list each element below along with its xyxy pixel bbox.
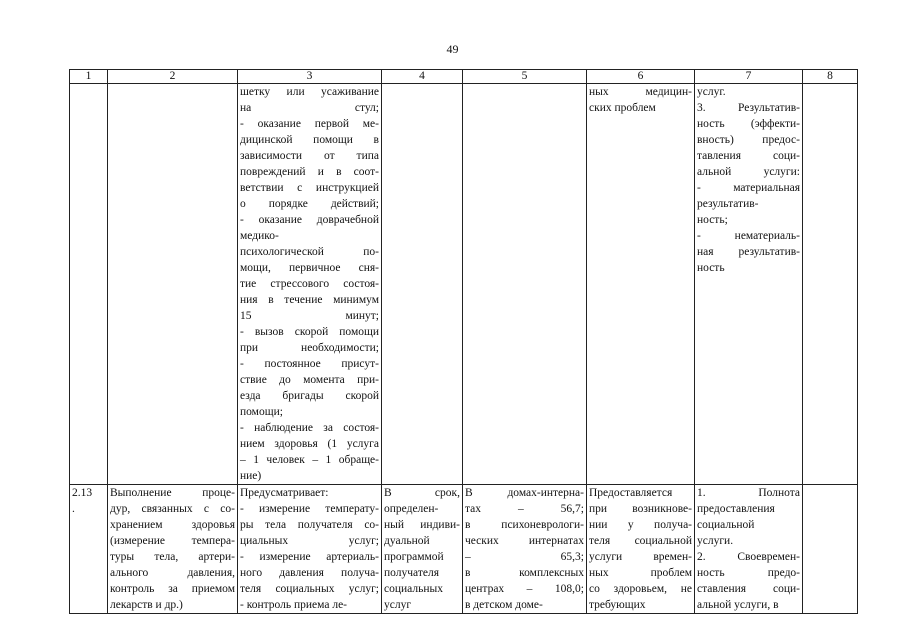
cell-text-line: - вызов скорой помощи [240,326,379,338]
cell-text-line: – 65,3; [465,551,584,563]
cell-text-line: - наблюдение за состоя- [240,422,379,434]
cell-text-line: вность) предос- [697,134,800,146]
cell-text-line: альной услуги, в [697,599,779,611]
cell-text-line: социальных [384,583,443,595]
cell-text-line: контроль за приемом [110,583,235,595]
cell-text-line: циальных услуг; [240,535,379,547]
column-number: 7 [695,70,803,84]
cell-text-line: медико- [240,230,279,242]
cell-text-line: повреждений и в соот- [240,166,379,178]
service-name-cell [108,485,238,614]
cell-text-line: Выполнение проце- [110,487,235,499]
service-tariff-cell [463,485,587,614]
cell-text-line: 1. Полнота [697,487,800,499]
cell-text-line: нии у получа- [589,519,692,531]
cell-text-line: 2. Своевремен- [697,551,800,563]
cell-text-line: определен- [384,503,439,515]
column-number: 4 [382,70,463,84]
cell-text-line: ный индиви- [384,519,460,531]
service-term-cell [382,84,463,485]
cell-text-line: хранением здоровья [110,519,235,531]
cell-text-line: дуальной [384,535,430,547]
cell-text-line: ность предо- [697,567,800,579]
cell-text-line: ческих интернатах [465,535,584,547]
cell-text-line: ность [697,262,725,274]
cell-text-line: при необходимости; [240,342,379,354]
cell-text-line: альной услуги: [697,166,800,178]
cell-text-line: 15 минут; [240,310,379,322]
cell-text-line: услуг. [697,86,726,98]
cell-text-line: ствие до момента при- [240,374,379,386]
table-row [70,84,858,485]
cell-text-line: при возникнове- [589,503,692,515]
column-number: 5 [463,70,587,84]
row-number-cell [70,84,108,485]
cell-text-line: 2.13 [72,487,93,499]
cell-text-line: лекарств и др.) [110,599,183,611]
cell-text-line: ального давления, [110,567,235,579]
cell-text-line: психологической по- [240,246,379,258]
cell-text-line: . [72,503,75,515]
cell-text-line: ная результатив- [697,246,800,258]
cell-text-line: тах – 56,7; [465,503,584,515]
cell-text-line: ность; [697,214,728,226]
service-tariff-cell [463,84,587,485]
cell-text-line: предоставления [697,503,775,515]
page-number: 49 [446,42,459,56]
column-number: 3 [238,70,382,84]
service-conditions-cell [587,84,695,485]
cell-text-line: тавления соци- [697,150,800,162]
cell-text-line: помощи; [240,406,283,418]
cell-text-line: ставления соци- [697,583,800,595]
cell-text-line: В домах-интерна- [465,487,584,499]
cell-text-line: дицинской помощи в [240,134,379,146]
service-description-cell [238,84,382,485]
cell-text-line: услуги. [697,535,734,547]
cell-text-line: на стул; [240,102,379,114]
cell-text-line: 3. Результатив- [697,102,800,114]
cell-text-line: ных медицин- [589,86,692,98]
cell-text-line: ветствии с инструкцией [240,182,379,194]
service-notes-cell [803,485,858,614]
cell-text-line: нием здоровья (1 услуга [240,438,379,450]
service-quality-cell [695,485,803,614]
column-number: 1 [70,70,108,84]
cell-text-line: ры тела получателя со- [240,519,379,531]
cell-text-line: (измерение темпера- [110,535,235,547]
cell-text-line: в детском доме- [465,599,543,611]
service-notes-cell [803,84,858,485]
cell-text-line: - контроль приема ле- [240,599,347,611]
service-conditions-cell [587,485,695,614]
row-number-cell [70,485,108,614]
cell-text-line: - нематериаль- [697,230,800,242]
cell-text-line: социальной [697,519,755,531]
service-quality-cell [695,84,803,485]
cell-text-line: шетку или усаживание [240,86,379,98]
cell-text-line: теля социальных услуг; [240,583,379,595]
cell-text-line: Предусматривает: [240,487,329,499]
service-name-cell [108,84,238,485]
cell-text-line: в комплексных [465,567,584,579]
cell-text-line: - оказание доврачебной [240,214,379,226]
cell-text-line: теля социальной [589,535,692,547]
cell-text-line: зависимости от типа [240,150,379,162]
cell-text-line: Предоставляется [589,487,673,499]
cell-text-line: – 1 человек – 1 обраще- [240,454,379,466]
column-number-row [70,70,858,84]
cell-text-line: результатив- [697,198,759,210]
cell-text-line: ских проблем [589,102,656,114]
service-description-cell [238,485,382,614]
cell-text-line: ных проблем [589,567,692,579]
cell-text-line: в психоневрологи- [465,519,584,531]
cell-text-line: тие стрессового состоя- [240,278,379,290]
cell-text-line: получателя [384,567,439,579]
cell-text-line: услуги времен- [589,551,692,563]
cell-text-line: В срок, [384,487,460,499]
cell-text-line: ние) [240,470,262,482]
cell-text-line: - оказание первой ме- [240,118,379,130]
cell-text-line: дур, связанных с со- [110,503,235,515]
cell-text-line: - материальная [697,182,800,194]
cell-text-line: туры тела, артери- [110,551,235,563]
table-row [70,485,858,614]
cell-text-line: со здоровьем, не [589,583,692,595]
cell-text-line: требующих [589,599,646,611]
cell-text-line: ность (эффекти- [697,118,800,130]
cell-text-line: ного давления получа- [240,567,379,579]
column-number: 8 [803,70,858,84]
cell-text-line: программой [384,551,444,563]
column-number: 2 [108,70,238,84]
cell-text-line: ния в течение минимум [240,294,379,306]
cell-text-line: езда бригады скорой [240,390,379,402]
cell-text-line: - измерение артериаль- [240,551,379,563]
column-number: 6 [587,70,695,84]
cell-text-line: центрах – 108,0; [465,583,584,595]
services-table [69,69,858,614]
service-term-cell [382,485,463,614]
cell-text-line: - постоянное присут- [240,358,379,370]
cell-text-line: мощи, первичное сня- [240,262,379,274]
cell-text-line: - измерение температу- [240,503,379,515]
cell-text-line: услуг [384,599,412,611]
cell-text-line: о порядке действий; [240,198,379,210]
